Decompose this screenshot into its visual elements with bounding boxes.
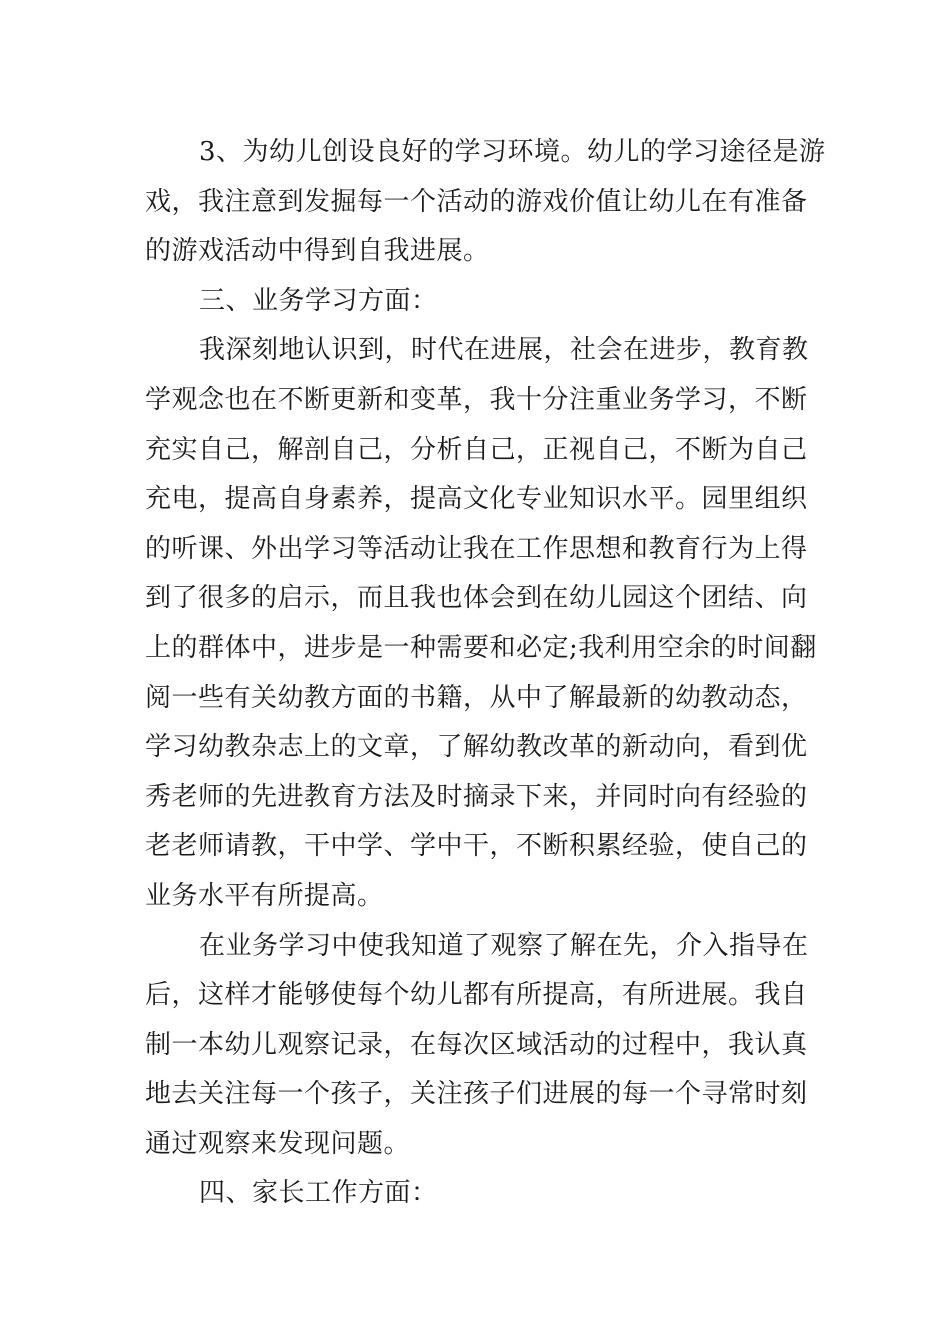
text-line: 后，这样才能够使每个幼儿都有所提高，有所进展。我自 [145, 980, 808, 1011]
text-line: 学观念也在不断更新和变革，我十分注重业务学习，不断 [145, 384, 808, 415]
section-heading-business-study [145, 277, 810, 327]
heading-text: 三、业务学习方面： [199, 285, 438, 316]
text-line: 上的群体中，进步是一种需要和必定;我利用空余的时间翻 [145, 632, 817, 663]
text-line: 3、为幼儿创设良好的学习环境。幼儿的学习途径是游 [199, 137, 826, 167]
text-line: 的游戏活动中得到自我进展。 [145, 236, 490, 267]
text-line: 学习幼教杂志上的文章，了解幼教改革的新动向，看到优 [145, 732, 808, 763]
text-line: 地去关注每一个孩子，关注孩子们进展的每一个寻常时刻 [145, 1079, 808, 1110]
paragraph-observation [145, 922, 810, 1170]
text-line: 通过观察来发现问题。 [145, 1128, 411, 1159]
paragraph-business-study [145, 326, 817, 921]
text-line: 充电，提高自身素养，提高文化专业知识水平。园里组织 [145, 484, 808, 515]
text-line: 充实自己，解剖自己，分析自己，正视自己，不断为自己 [145, 434, 808, 465]
text-line: 戏，我注意到发掘每一个活动的游戏价值让幼儿在有准备 [145, 186, 808, 217]
text-line: 业务水平有所提高。 [145, 880, 384, 911]
paragraph-learning-environment [145, 128, 826, 277]
document-body [145, 128, 826, 1219]
text-line: 在业务学习中使我知道了观察了解在先，介入指导在 [199, 930, 809, 961]
text-line: 秀老师的先进教育方法及时摘录下来，并同时向有经验的 [145, 781, 808, 812]
text-line: 到了很多的启示，而且我也体会到在幼儿园这个团结、向 [145, 583, 808, 614]
text-line: 制一本幼儿观察记录，在每次区域活动的过程中，我认真 [145, 1029, 808, 1060]
text-line: 老老师请教，干中学、学中干，不断积累经验，使自己的 [145, 831, 808, 862]
text-line: 的听课、外出学习等活动让我在工作思想和教育行为上得 [145, 533, 808, 564]
section-heading-parent-work [145, 1169, 810, 1219]
heading-text: 四、家长工作方面： [199, 1178, 438, 1209]
text-line: 阅一些有关幼教方面的书籍，从中了解最新的幼教动态， [145, 682, 808, 713]
text-line: 我深刻地认识到，时代在进展，社会在进步，教育教 [199, 335, 809, 366]
